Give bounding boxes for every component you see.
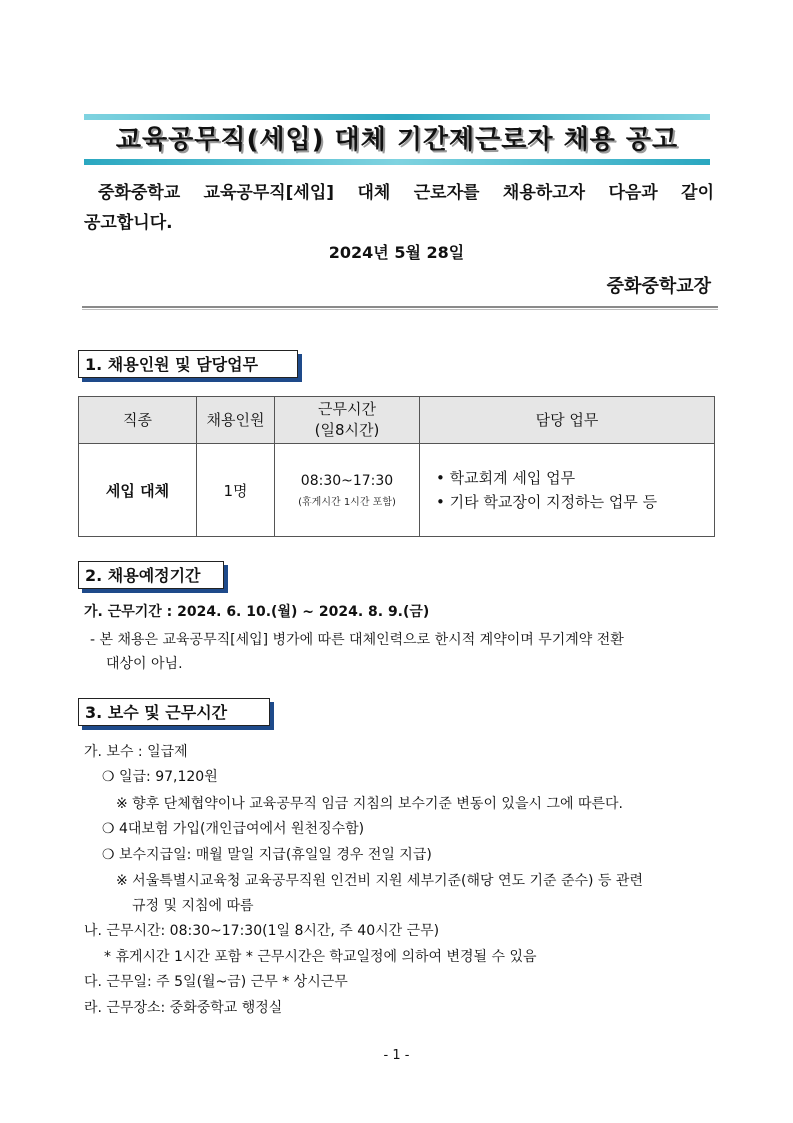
cell-hours: [275, 444, 420, 537]
page-title: 교육공무직(세입) 대체 기간제근로자 채용 공고: [115, 125, 679, 155]
title-banner: [84, 114, 710, 166]
header-hours-line1: 근무시간: [318, 400, 376, 418]
divider: [82, 306, 718, 308]
pay-line-3: ※ 향후 단체협약이나 교육공무직 임금 지침의 보수기준 변동이 있을시 그에 따른다.: [116, 796, 623, 812]
section-heading-1: 1. 채용인원 및 담당업무: [78, 350, 298, 378]
pay-line-2: ❍ 일급: 97,120원: [102, 769, 218, 785]
pay-line-7: 규정 및 지침에 따름: [132, 898, 254, 914]
duty-item-1: • 학교회계 세입 업무: [436, 469, 576, 487]
intro-line-1: 중화중학교 교육공무직[세입] 대체 근로자를 채용하고자 다음과 같이: [98, 183, 714, 203]
cell-count: 1명: [197, 444, 275, 537]
announcement-date: 2024년 5월 28일: [328, 243, 465, 262]
page-number: - 1 -: [383, 1048, 410, 1063]
pay-line-4: ❍ 4대보험 가입(개인급여에서 원천징수함): [102, 821, 365, 837]
pay-line-11: 라. 근무장소: 중화중학교 행정실: [84, 1000, 283, 1016]
pay-line-1: 가. 보수 : 일급제: [84, 744, 188, 760]
pay-line-5: ❍ 보수지급일: 매월 말일 지급(휴일일 경우 전일 지급): [102, 847, 432, 863]
issuer: 중화중학교장: [606, 276, 711, 297]
cell-duty: [420, 444, 715, 537]
cell-hours-time: 08:30~17:30: [300, 472, 394, 489]
pay-line-6: ※ 서울특별시교육청 교육공무직원 인건비 지원 세부기준(해당 연도 기준 준수) 등 관련: [116, 873, 643, 889]
title-bottom-rule: [84, 159, 710, 165]
pay-line-10: 다. 근무일: 주 5일(월~금) 근무 * 상시근무: [84, 974, 348, 990]
cell-job: 세입 대체: [79, 444, 197, 537]
pay-line-9: * 휴게시간 1시간 포함 * 근무시간은 학교일정에 의하여 변경될 수 있음: [104, 949, 537, 965]
header-hours: [275, 397, 420, 444]
period-note-2: 대상이 아님.: [106, 656, 183, 672]
section-heading-2: 2. 채용예정기간: [78, 561, 224, 589]
table-header-row: [79, 397, 715, 444]
section-heading-3: 3. 보수 및 근무시간: [78, 698, 270, 726]
period-line: 가. 근무기간 : 2024. 6. 10.(월) ~ 2024. 8. 9.(금): [84, 604, 430, 620]
position-table: [78, 396, 715, 537]
period-note-1: - 본 채용은 교육공무직[세입] 병가에 따른 대체인력으로 한시적 계약이며 무기계약 전환: [90, 632, 624, 648]
divider-thin: [82, 309, 718, 310]
header-job: 직종: [79, 397, 197, 444]
pay-line-8: 나. 근무시간: 08:30~17:30(1일 8시간, 주 40시간 근무): [84, 923, 440, 939]
intro-line-2: 공고합니다.: [84, 213, 173, 233]
cell-hours-note: (휴게시간 1시간 포함): [298, 496, 396, 508]
header-duty: 담당 업무: [420, 397, 715, 444]
header-hours-line2: (일8시간): [314, 421, 380, 439]
header-count: 채용인원: [197, 397, 275, 444]
title-top-rule: [84, 114, 710, 120]
duty-item-2: • 기타 학교장이 지정하는 업무 등: [436, 493, 658, 511]
table-row: [79, 444, 715, 537]
